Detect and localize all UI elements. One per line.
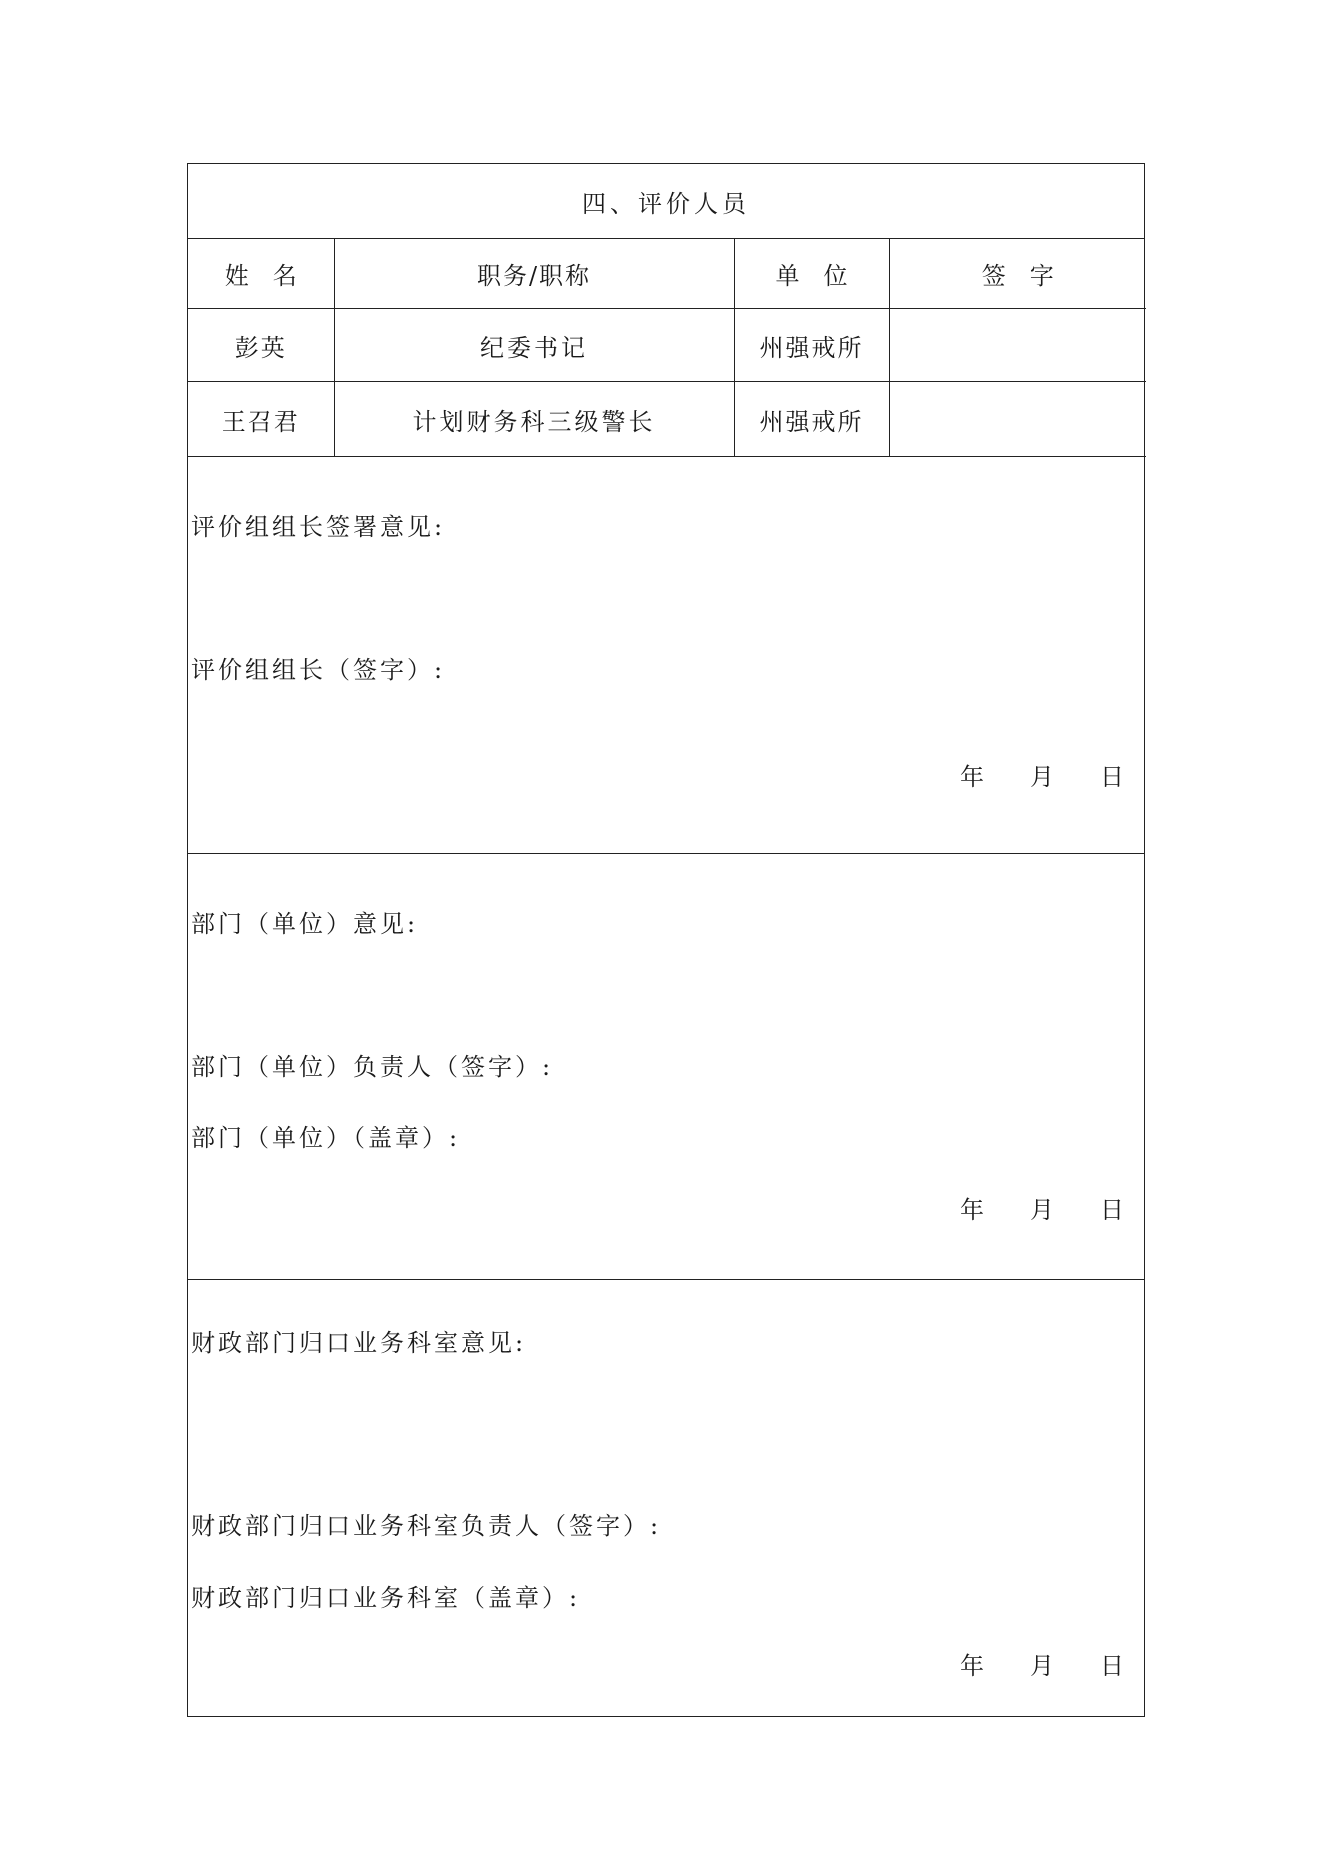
header-signature: 签 字 <box>889 239 1146 309</box>
cell-unit: 州强戒所 <box>734 382 889 457</box>
finance-section[interactable] <box>188 1280 1144 1716</box>
cell-position: 计划财务科三级警长 <box>334 382 734 457</box>
group-leader-sign-label: 评价组组长（签字）: <box>191 656 446 684</box>
cell-unit: 州强戒所 <box>734 309 889 382</box>
cell-signature[interactable] <box>889 309 1146 382</box>
table-header-row <box>188 239 1146 309</box>
section-title: 四、评价人员 <box>188 164 1144 239</box>
cell-position: 纪委书记 <box>334 309 734 382</box>
table-row <box>188 309 1146 382</box>
cell-name: 彭英 <box>188 309 334 382</box>
header-name: 姓 名 <box>188 239 334 309</box>
evaluation-form <box>187 163 1145 1717</box>
header-position: 职务/职称 <box>334 239 734 309</box>
finance-date <box>960 1646 1124 1681</box>
date-month: 月 <box>1030 1196 1054 1224</box>
cell-signature[interactable] <box>889 382 1146 457</box>
date-year: 年 <box>960 763 984 791</box>
date-month: 月 <box>1030 763 1054 791</box>
finance-opinion-label: 财政部门归口业务科室意见: <box>191 1329 527 1357</box>
evaluators-table <box>188 239 1146 457</box>
date-day: 日 <box>1100 763 1124 791</box>
department-opinion-label: 部门（单位）意见: <box>191 910 419 938</box>
group-leader-section[interactable] <box>188 457 1144 854</box>
date-day: 日 <box>1100 1652 1124 1680</box>
date-day: 日 <box>1100 1196 1124 1224</box>
department-seal-label: 部门（单位）（盖章）: <box>191 1124 461 1152</box>
date-month: 月 <box>1030 1652 1054 1680</box>
group-leader-opinion-label: 评价组组长签署意见: <box>191 513 446 541</box>
date-year: 年 <box>960 1196 984 1224</box>
cell-name: 王召君 <box>188 382 334 457</box>
department-section[interactable] <box>188 854 1144 1280</box>
table-row <box>188 382 1146 457</box>
group-leader-date <box>960 757 1124 792</box>
header-unit: 单 位 <box>734 239 889 309</box>
department-date <box>960 1190 1124 1225</box>
finance-head-sign-label: 财政部门归口业务科室负责人（签字）: <box>191 1512 662 1540</box>
date-year: 年 <box>960 1652 984 1680</box>
finance-seal-label: 财政部门归口业务科室（盖章）: <box>191 1584 581 1612</box>
department-head-sign-label: 部门（单位）负责人（签字）: <box>191 1053 554 1081</box>
